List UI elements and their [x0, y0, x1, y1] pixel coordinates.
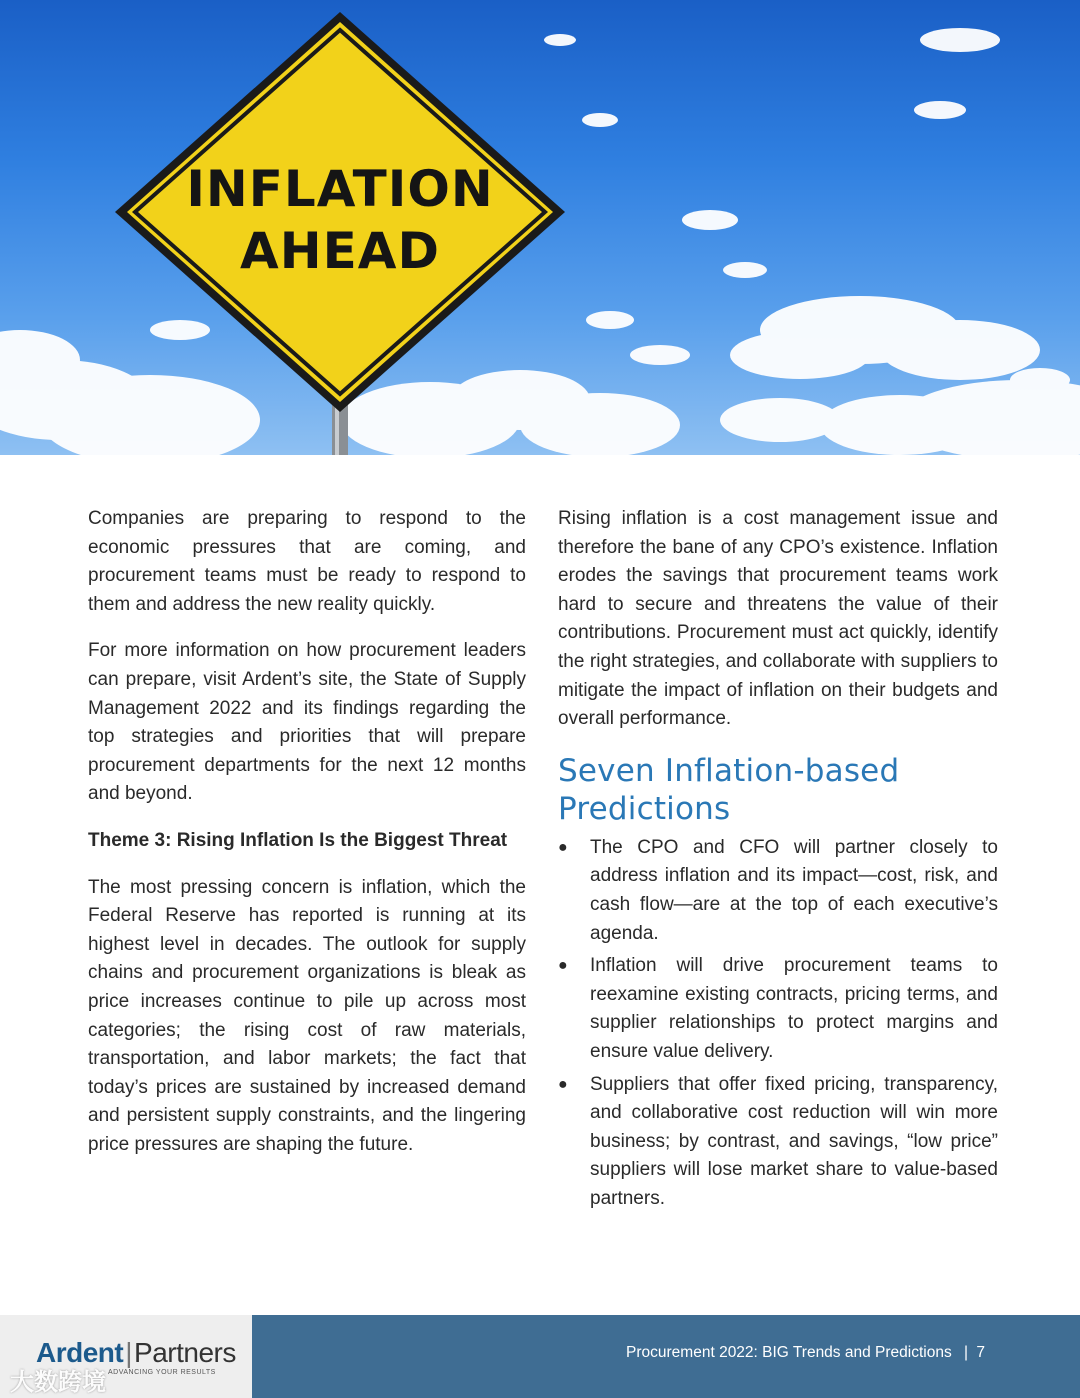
logo-tagline: ADVANCING YOUR RESULTS	[108, 1369, 216, 1376]
footer-page-info	[626, 1344, 985, 1362]
paragraph-text: For more information on how procurement leaders can prepare, visit Ardent’s site, the State of Supply Management 2022 and its findings regarding the top strategies and priorities that will prepare procurement departments for the next 12 months and beyond.	[88, 640, 526, 805]
list-item	[558, 1071, 998, 1214]
paragraph-with-link	[88, 637, 526, 809]
list-item	[558, 834, 998, 948]
list-item-text: Inflation will drive procurement teams to reexamine existing contracts, pricing terms, and supplier relationships to protect margins and ensure value delivery.	[590, 955, 998, 1062]
bullet-icon: ●	[558, 1075, 568, 1093]
theme-subheading: Theme 3: Rising Inflation Is the Biggest Threat	[88, 829, 508, 851]
bullet-icon: ●	[558, 838, 568, 856]
logo-secondary-text: Partners	[134, 1337, 236, 1368]
logo-divider: |	[125, 1337, 133, 1368]
left-column	[88, 505, 526, 1177]
paragraph: Rising inflation is a cost management issue and therefore the bane of any CPO’s existence. Inflation erodes the savings that procurement teams work hard to secure and threatens the value of their contributions. Procurement must act quickly, identify the right strategies, and collaborate with suppliers to mitigate the impact of inflation on their budgets and overall performance.	[558, 508, 998, 730]
list-item-text: Suppliers that offer fixed pricing, transparency, and collaborative cost reduction will win more business; by contrast, and savings, “low price” suppliers will lose market share to value-based partners.	[590, 1073, 998, 1209]
page-number: 7	[976, 1344, 985, 1361]
section-title: Seven Inflation-based Predictions	[558, 752, 900, 827]
right-column	[558, 505, 998, 1217]
paragraph: The most pressing concern is inflation, which the Federal Reserve has reported is running at its highest level in decades. The outlook for supply chains and procurement organizations is bleak as price increases continue to pile up across most categories; the rising cost of raw materials, transportation, and labor markets; the fact that today’s prices are sustained by increased demand and persistent supply constraints, and the lingering price pressures are shaping the future.	[88, 876, 526, 1155]
watermark: 大数跨境	[10, 1369, 106, 1396]
logo-primary-text: Ardent	[36, 1337, 124, 1368]
list-item-text: The CPO and CFO will partner closely to address inflation and its impact—cost, risk, and cash flow—are at the top of each executive’s agenda.	[590, 836, 998, 944]
sign-text-line-1: INFLATION	[186, 160, 494, 218]
paragraph: Companies are preparing to respond to the economic pressures that are coming, and procurement teams must be ready to respond to them and address the new reality quickly.	[88, 508, 526, 615]
sign-text-line-2: AHEAD	[240, 222, 440, 280]
hero-image	[0, 0, 1080, 455]
predictions-list	[558, 834, 998, 1214]
list-item	[558, 952, 998, 1066]
bullet-icon: ●	[558, 957, 568, 975]
page-separator: |	[964, 1344, 969, 1361]
document-title: Procurement 2022: BIG Trends and Predictions	[626, 1344, 952, 1361]
